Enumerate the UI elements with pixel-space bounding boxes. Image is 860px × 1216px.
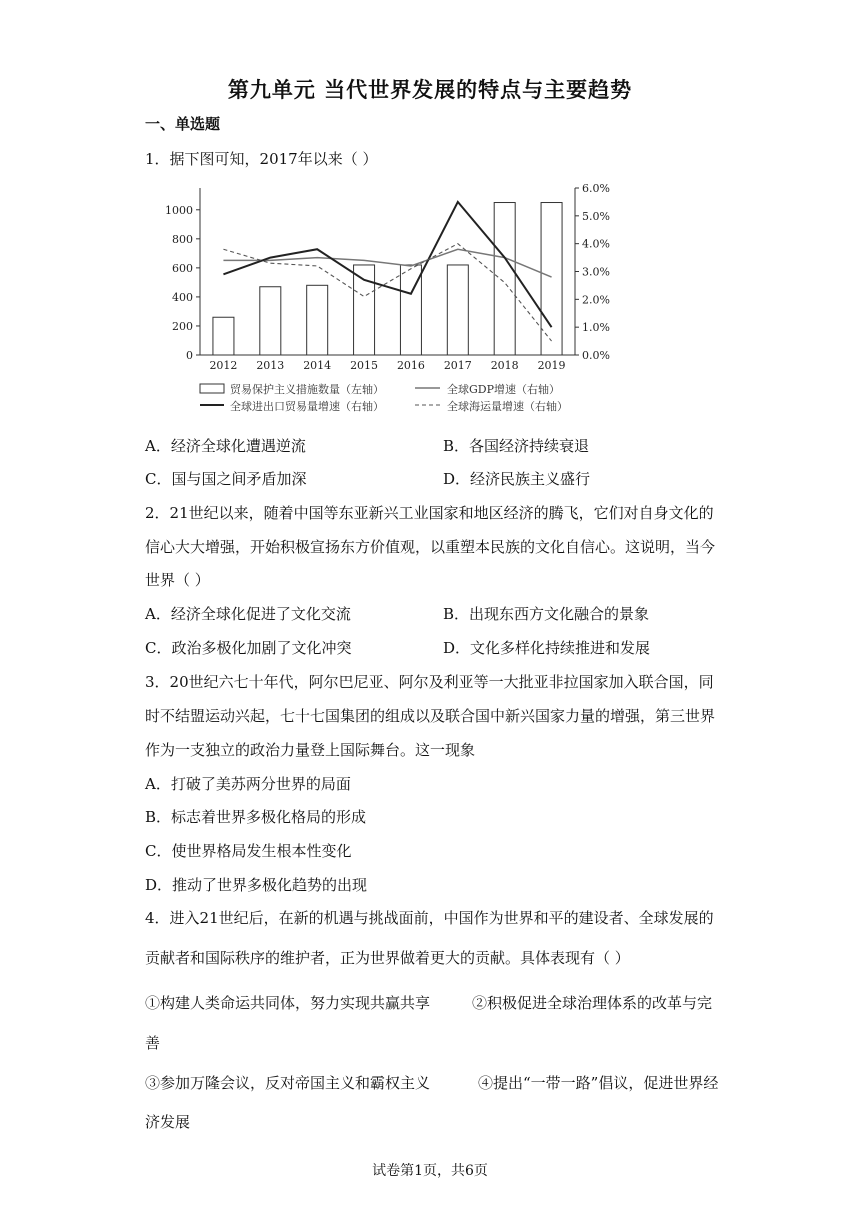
bar [260,287,281,355]
x-tick-label: 2012 [209,359,238,372]
q2-stem-line-2: 信心大大增强，开始积极宣扬东方价值观，以重塑本民族的文化自信心。这说明，当今 [145,538,716,556]
q3-option-b[interactable]: B．标志着世界多极化格局的形成 [145,808,367,826]
x-tick-label: 2016 [396,359,425,372]
q3-option-a[interactable]: A．打破了美苏两分世界的局面 [145,775,351,793]
left-tick-label: 0 [186,349,193,362]
q3-stem-line-2: 时不结盟运动兴起，七十七国集团的组成以及联合国中新兴国家力量的增强，第三世界 [145,707,716,725]
right-tick-label: 4.0% [582,237,610,251]
q3-option-c[interactable]: C．使世界格局发生根本性变化 [145,842,352,860]
bar [494,203,515,355]
right-tick-label: 3.0% [582,265,610,279]
legend-label-shipping: 全球海运量增速（右轴） [447,400,568,413]
q2-option-c[interactable]: C．政治多极化加剧了文化冲突 [145,639,352,657]
q2-option-d[interactable]: D．文化多样化持续推进和发展 [443,639,651,657]
x-tick-label: 2013 [256,359,285,372]
q1-option-d[interactable]: D．经济民族主义盛行 [443,470,591,488]
left-tick-label: 400 [172,290,193,304]
right-tick-label: 5.0% [582,209,610,223]
q4-item-1: ①构建人类命运共同体，努力实现共赢共享 [145,994,431,1012]
q2-stem-line-1: 2．21世纪以来，随着中国等东亚新兴工业国家和地区经济的腾飞，它们对自身文化的 [145,504,714,522]
q2-option-b[interactable]: B．出现东西方文化融合的景象 [443,605,650,623]
left-tick-label: 600 [172,261,193,275]
q4-item-2: ②积极促进全球治理体系的改革与完 [472,994,713,1012]
legend-label-gdp: 全球GDP增速（右轴） [447,383,561,396]
q4-stem-line-2: 贡献者和国际秩序的维护者，正为世界做着更大的贡献。具体表现有（ ） [145,949,630,967]
chart-bars [213,203,562,355]
q4-item-3: ③参加万隆会议，反对帝国主义和霸权主义 [145,1074,431,1092]
trade-chart [165,180,615,425]
q3-stem-line-3: 作为一支独立的政治力量登上国际舞台。这一现象 [145,741,476,759]
q1-option-c[interactable]: C．国与国之间矛盾加深 [145,470,307,488]
q3-stem-line-1: 3．20世纪六七十年代，阿尔巴尼亚、阿尔及利亚等一大批亚非拉国家加入联合国，同 [145,673,714,691]
bar [354,265,375,355]
x-tick-label: 2017 [443,359,472,372]
q4-item-4-cont: 济发展 [145,1113,191,1131]
q3-option-d[interactable]: D．推动了世界多极化趋势的出现 [145,876,368,894]
q1-option-b[interactable]: B．各国经济持续衰退 [443,437,590,455]
right-tick-label: 1.0% [582,321,610,335]
q2-stem-line-3: 世界（ ） [145,571,210,589]
q2-option-a[interactable]: A．经济全球化促进了文化交流 [145,605,351,623]
left-tick-label: 200 [172,319,193,333]
right-tick-label: 6.0% [582,182,610,195]
bar [307,285,328,355]
bar [213,317,234,355]
section-heading: 一、单选题 [145,115,221,133]
bar [447,265,468,355]
bar [541,203,562,355]
x-tick-label: 2015 [350,359,379,372]
chart-legend [200,382,568,413]
right-tick-label: 0.0% [582,349,610,362]
q1-stem: 1．据下图可知，2017年以来（ ） [145,150,378,168]
legend-label-trade: 全球进出口贸易量增速（右轴） [230,400,384,413]
q4-item-4: ④提出“一带一路”倡议，促进世界经 [478,1074,719,1092]
x-tick-label: 2019 [537,359,566,372]
q4-stem-line-1: 4．进入21世纪后，在新的机遇与挑战面前，中国作为世界和平的建设者、全球发展的 [145,909,714,927]
page-footer: 试卷第1页，共6页 [372,1163,488,1179]
x-tick-label: 2014 [303,359,332,372]
left-tick-label: 1000 [165,203,193,217]
page-title: 第九单元 当代世界发展的特点与主要趋势 [227,77,633,102]
x-tick-label: 2018 [490,359,519,372]
legend-label-bar: 贸易保护主义措施数量（左轴） [230,383,384,396]
q1-option-a[interactable]: A．经济全球化遭遇逆流 [145,437,306,455]
legend-swatch-bar [200,384,224,393]
right-tick-label: 2.0% [582,293,610,307]
q4-item-2-cont: 善 [145,1034,161,1052]
left-tick-label: 800 [172,232,193,246]
